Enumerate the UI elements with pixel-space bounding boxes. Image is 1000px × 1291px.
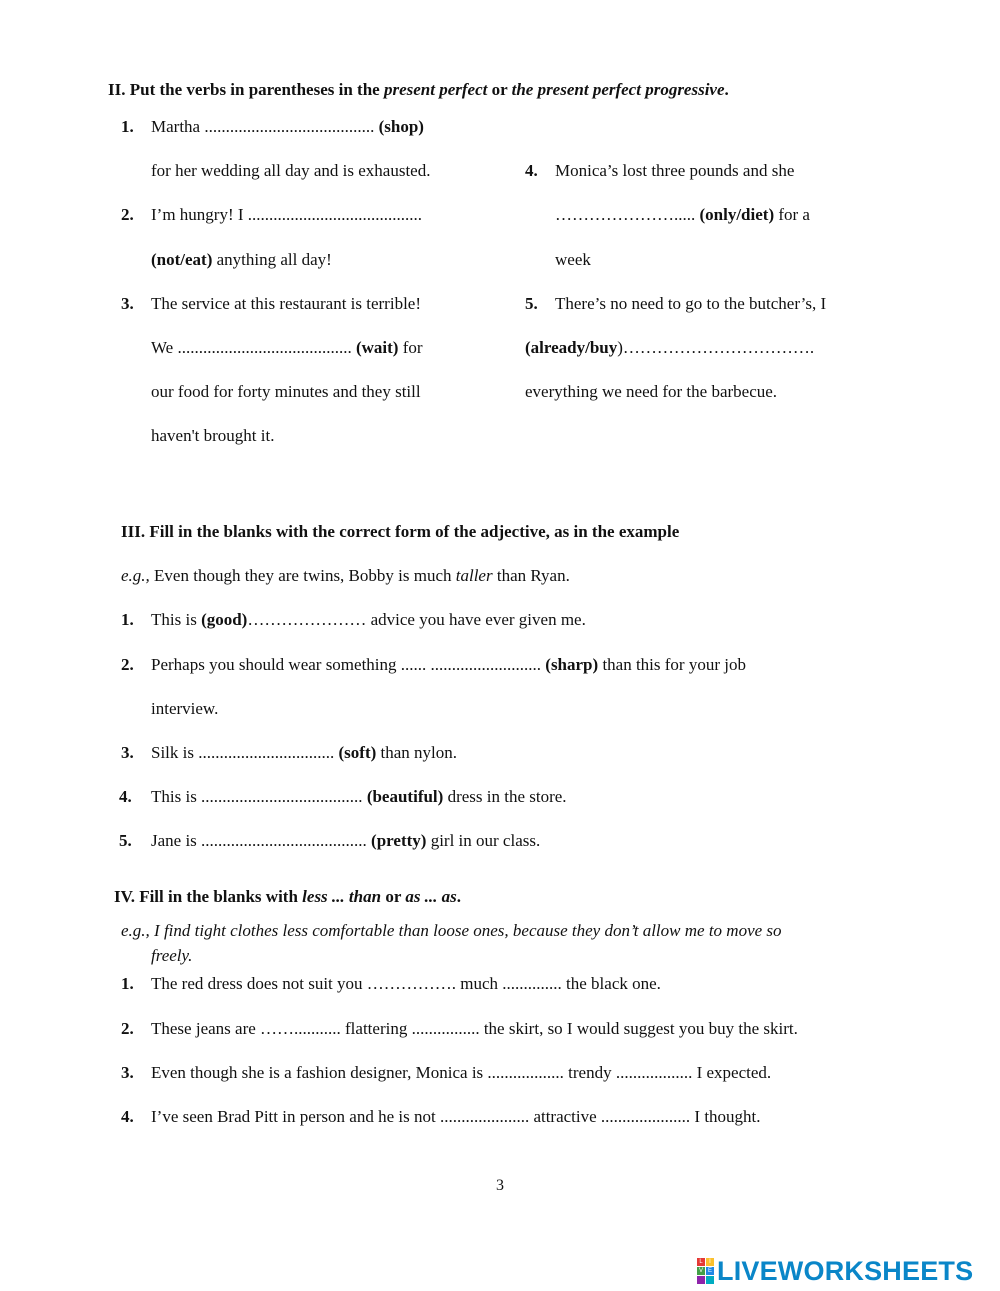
q2-1-number: 1.: [121, 117, 134, 136]
q4-1-number: 1.: [121, 974, 134, 993]
q3-1-number: 1.: [121, 610, 134, 629]
section-4-example-line2: freely.: [151, 946, 193, 965]
q3-3-text: Silk is ................................ (soft) than nylon.: [151, 743, 458, 762]
section-4-heading: IV. Fill in the blanks with less ... than or as ... as.: [114, 887, 462, 906]
q2-3-line1: The service at this restaurant is terrible!: [151, 294, 421, 313]
q3-5-number: 5.: [119, 831, 132, 850]
logo-block: [706, 1276, 714, 1284]
q2-2-line2: (not/eat) anything all day!: [151, 250, 332, 269]
q3-5-text: Jane is ....................................... (pretty) girl in our class.: [151, 831, 541, 850]
q2-2-number: 2.: [121, 205, 134, 224]
q4-4-text: I’ve seen Brad Pitt in person and he is not ..................... attractive ..................... I thought.: [151, 1107, 761, 1126]
section-2-heading: II. Put the verbs in parentheses in the present perfect or the present perfect progressive.: [108, 80, 729, 99]
q3-3-number: 3.: [121, 743, 134, 762]
q2-5-line1: There’s no need to go to the butcher’s, I: [555, 294, 827, 313]
q2-3-line4: haven't brought it.: [151, 426, 275, 445]
logo-block: I: [706, 1258, 714, 1266]
logo-block: L: [697, 1258, 705, 1266]
logo-block: E: [707, 1268, 712, 1274]
q4-4-number: 4.: [121, 1107, 134, 1126]
q2-5-number: 5.: [525, 294, 538, 313]
section-3-heading: III. Fill in the blanks with the correct form of the adjective, as in the example: [121, 522, 680, 541]
q4-2-number: 2.: [121, 1019, 134, 1038]
q2-1-line2: for her wedding all day and is exhausted.: [151, 161, 431, 180]
q2-1-line1: Martha ........................................ (shop): [151, 117, 424, 136]
q4-2-text: These jeans are ……........... flattering ................ the skirt, so I would suggest you buy the skirt.: [151, 1019, 798, 1038]
q3-2-line2: interview.: [151, 699, 219, 718]
q2-3-number: 3.: [121, 294, 134, 313]
section-3-example: e.g., Even though they are twins, Bobby is much taller than Ryan.: [121, 566, 570, 585]
q3-4-text: This is ...................................... (beautiful) dress in the store.: [151, 787, 567, 806]
q2-3-line3: our food for forty minutes and they still: [151, 382, 421, 401]
q2-4-line1: Monica’s lost three pounds and she: [555, 161, 795, 180]
q3-4-number: 4.: [119, 787, 132, 806]
logo-blocks-icon: [697, 1258, 714, 1284]
q4-3-number: 3.: [121, 1063, 134, 1082]
q2-5-line3: everything we need for the barbecue.: [525, 382, 778, 401]
logo-text: LIVEWORKSHEETS: [717, 1255, 974, 1286]
q2-4-number: 4.: [525, 161, 538, 180]
liveworksheets-logo[interactable]: [697, 1254, 973, 1288]
q3-2-number: 2.: [121, 655, 134, 674]
q4-3-text: Even though she is a fashion designer, Monica is .................. trendy .................. I expected.: [151, 1063, 772, 1082]
logo-block: V: [698, 1268, 703, 1274]
q2-3-line2: We ......................................... (wait) for: [151, 338, 423, 357]
q2-2-line1: I’m hungry! I .........................................: [151, 205, 423, 224]
logo-block: [697, 1276, 705, 1284]
q4-1-text: The red dress does not suit you ……………. much .............. the black one.: [151, 974, 661, 993]
q3-1-text: This is (good)………………… advice you have ever given me.: [151, 610, 586, 629]
q3-2-text: Perhaps you should wear something ...... .......................... (sharp) than this for your job: [151, 655, 746, 674]
page-number: 3: [496, 1177, 504, 1194]
section-4-example-line1: e.g., I find tight clothes less comfortable than loose ones, because they don’t allow me to move so: [121, 921, 782, 940]
q2-5-line2: (already/buy)…………………………….: [525, 338, 815, 357]
q2-4-line3: week: [555, 250, 591, 269]
q2-4-line2: …………………..... (only/diet) for a: [555, 205, 810, 224]
